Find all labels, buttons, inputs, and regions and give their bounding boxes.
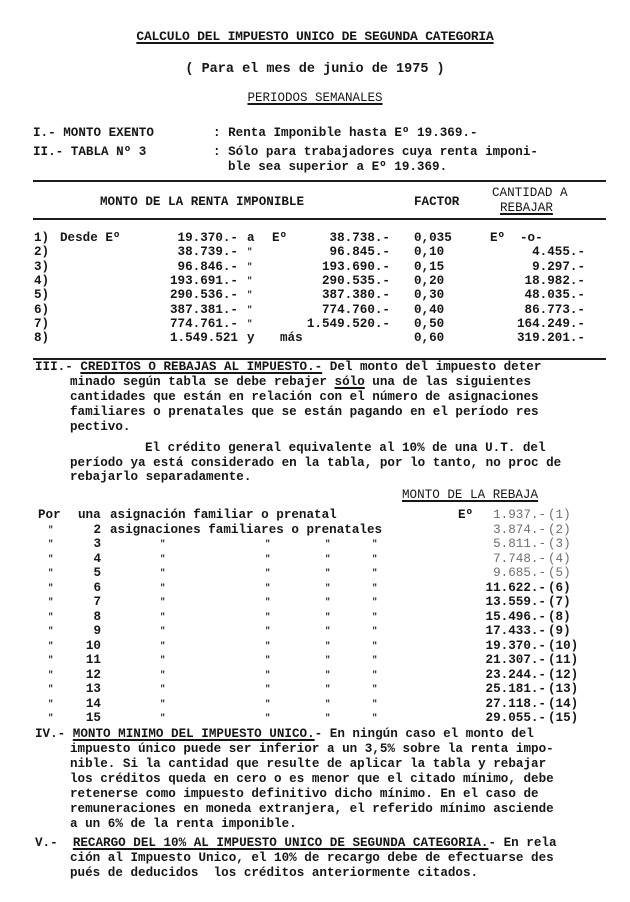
rebate-ref: (8) <box>548 609 571 624</box>
rebate-amount: 17.433.- <box>485 624 546 638</box>
document-title: CALCULO DEL IMPUESTO UNICO DE SEGUNDA CATEGORIA <box>136 29 494 44</box>
ditto-mark: " <box>265 553 271 564</box>
tax-table-row <box>0 302 630 317</box>
ditto-mark: " <box>372 684 378 694</box>
to-amount: 1.549.520.- <box>306 316 390 331</box>
rebate-row <box>0 568 630 579</box>
rebate-amount: 15.496.- <box>485 609 546 624</box>
deduct-amount: -o- <box>520 231 543 245</box>
minimum-heading: MONTO MINIMO DEL IMPUESTO UNICO. <box>72 727 315 741</box>
table-header-rule <box>33 218 606 220</box>
exempt-label: I.- MONTO EXENTO <box>33 126 154 140</box>
ditto-mark: " <box>372 582 378 593</box>
row-number: 2) <box>34 245 50 260</box>
row-number: 7) <box>34 316 50 331</box>
ditto-mark: " <box>265 684 271 694</box>
rebate-description: asignación familiar o prenatal <box>110 508 337 522</box>
ditto-mark: " <box>325 626 331 636</box>
ditto-mark: " <box>160 655 166 665</box>
rebate-count: 7 <box>93 595 101 609</box>
deduct-amount: 9.297.- <box>532 259 585 274</box>
rebate-ref: (2) <box>548 522 571 537</box>
currency-symbol: Eº <box>458 508 474 522</box>
ditto-mark: " <box>325 640 331 651</box>
from-amount: 387.381.- <box>169 302 238 317</box>
minimum-line3: nible. Si la cantidad que resulte de aplicar la tabla y rebajar <box>70 757 547 771</box>
minimum-line5: retenerse como impuesto definitivo dicho mínimo. En el caso de <box>70 787 539 801</box>
rebate-ref: (1) <box>548 508 571 522</box>
ditto-mark: " <box>48 597 54 607</box>
rebate-row <box>0 597 630 608</box>
ditto-mark: " <box>265 713 271 723</box>
to-amount: 96.845.- <box>329 245 390 260</box>
rebate-amount: 11.622.- <box>485 580 546 595</box>
ditto-mark: " <box>48 553 54 564</box>
header-deduct-line1: CANTIDAD A <box>492 186 568 200</box>
ditto-mark: " <box>372 597 378 607</box>
ditto-mark: " <box>325 655 331 665</box>
minimum-line6: remuneraciones en moneda extranjera, el referido mínimo asciende <box>70 802 554 816</box>
range-separator: " <box>247 304 253 315</box>
row-number: 1) <box>34 231 50 245</box>
tax-table-row <box>0 259 630 274</box>
range-separator: " <box>247 318 253 329</box>
from-amount: 1.549.521 <box>169 331 238 346</box>
ditto-mark: " <box>372 655 378 665</box>
tax-table-row <box>0 233 630 244</box>
tax-table-row <box>0 273 630 288</box>
rebate-amount: 21.307.- <box>485 653 546 667</box>
rebate-amount-header: MONTO DE LA REBAJA <box>402 488 539 502</box>
rebate-amount: 27.118.- <box>485 696 546 711</box>
minimum-line2: impuesto único puede ser inferior a un 3,5% sobre la renta impo- <box>70 742 554 756</box>
rebate-row <box>0 510 630 521</box>
factor: 0,20 <box>414 273 445 288</box>
credits-note-line3: rebajarlo separadamente. <box>70 470 252 484</box>
from-amount: 774.761.- <box>169 316 238 331</box>
ditto-mark: " <box>372 553 378 564</box>
ditto-mark: " <box>265 611 271 622</box>
ditto-mark: " <box>265 626 271 636</box>
rebate-count: 10 <box>85 638 101 653</box>
factor: 0,60 <box>414 331 445 346</box>
deduct-amount: 4.455.- <box>532 245 585 260</box>
rebate-amount: 1.937.- <box>493 508 546 522</box>
rebate-count: 6 <box>93 580 101 595</box>
ditto-mark: " <box>48 640 54 651</box>
exempt-text: : Renta Imponible hasta Eº 19.369.- <box>213 126 478 140</box>
ditto-mark: " <box>325 611 331 622</box>
rebate-ref: (12) <box>548 667 579 682</box>
ditto-mark: " <box>265 582 271 593</box>
ditto-mark: " <box>48 582 54 593</box>
rebate-row <box>0 522 630 537</box>
credits-heading: CREDITOS O REBAJAS AL IMPUESTO.- <box>80 360 323 374</box>
ditto-mark: " <box>372 713 378 723</box>
from-amount: 96.846.- <box>177 259 238 274</box>
tax-table-row <box>0 290 630 301</box>
ditto-mark: " <box>325 698 331 709</box>
ditto-mark: " <box>48 539 54 549</box>
ditto-mark: " <box>265 597 271 607</box>
rebate-amount: 3.874.- <box>493 522 546 537</box>
to-amount: 193.690.- <box>321 259 390 274</box>
surcharge-heading: RECARGO DEL 10% AL IMPUESTO UNICO DE SEGUNDA CATEGORIA. <box>72 836 489 850</box>
rebate-amount: 25.181.- <box>485 682 546 696</box>
ditto-mark: " <box>325 553 331 564</box>
range-separator: a <box>247 231 255 245</box>
credits-section: III.- CREDITOS O REBAJAS AL IMPUESTO.- Del monto del impuesto deter <box>35 360 542 374</box>
rebate-count: una <box>78 508 101 522</box>
rebate-row <box>0 684 630 695</box>
rebate-description: asignaciones familiares o prenatales <box>110 522 383 537</box>
rebate-count: 15 <box>85 711 101 725</box>
factor: 0,035 <box>414 231 452 245</box>
rebate-row <box>0 713 630 724</box>
credits-line3: cantidades que están en relación con el número de asignaciones <box>70 390 539 404</box>
from-label: Desde Eº <box>60 231 121 245</box>
range-separator: " <box>247 247 253 258</box>
rebate-count: 5 <box>93 566 101 580</box>
rebate-count: 13 <box>85 682 101 696</box>
ditto-mark: " <box>160 684 166 694</box>
ditto-mark: " <box>160 669 166 680</box>
surcharge-line2: ción al Impuesto Unico, el 10% de recargo debe de efectuarse des <box>70 851 554 865</box>
rebate-amount: 29.055.- <box>485 711 546 725</box>
ditto-mark: " <box>265 640 271 651</box>
factor: 0,10 <box>414 245 445 260</box>
rebate-ref: (11) <box>548 653 579 667</box>
ditto-mark: " <box>325 539 331 549</box>
ditto-mark: " <box>265 698 271 709</box>
deduct-amount: 86.773.- <box>524 302 585 317</box>
ditto-mark: " <box>325 713 331 723</box>
row-number: 8) <box>34 331 50 346</box>
rebate-ref: (5) <box>548 566 571 580</box>
ditto-mark: " <box>160 640 166 651</box>
ditto-mark: " <box>372 539 378 549</box>
rebate-ref: (13) <box>548 682 579 696</box>
ditto-mark: " <box>48 655 54 665</box>
ditto-mark: " <box>265 539 271 549</box>
to-amount: 774.760.- <box>321 302 390 317</box>
rebate-amount: 19.370.- <box>485 638 546 653</box>
row-number: 4) <box>34 273 50 288</box>
rebate-row <box>0 696 630 711</box>
rebate-row <box>0 609 630 624</box>
ditto-mark: " <box>160 582 166 593</box>
rebate-ref: (15) <box>548 711 579 725</box>
tax-table-row <box>0 316 630 331</box>
ditto-mark: " <box>325 669 331 680</box>
surcharge-line3: pués de deducidos los créditos anteriormente citados. <box>70 866 479 880</box>
deduct-amount: 164.249.- <box>516 316 585 331</box>
ditto-mark: " <box>265 669 271 680</box>
ditto-mark: " <box>372 669 378 680</box>
rebate-amount: 9.685.- <box>493 566 546 580</box>
rebate-ref: (6) <box>548 580 571 595</box>
rebate-count: 12 <box>85 667 101 682</box>
factor: 0,40 <box>414 302 445 317</box>
to-amount: más <box>280 331 303 346</box>
factor: 0,15 <box>414 259 445 274</box>
factor: 0,50 <box>414 316 445 331</box>
rebate-count: 4 <box>93 551 101 566</box>
ditto-mark: " <box>48 698 54 709</box>
rebate-count: 14 <box>85 696 101 711</box>
surcharge-section: V.- RECARGO DEL 10% AL IMPUESTO UNICO DE SEGUNDA CATEGORIA.- En rela <box>35 836 557 850</box>
document-subtitle: ( Para el mes de junio de 1975 ) <box>185 62 445 77</box>
ditto-mark: " <box>48 626 54 636</box>
ditto-mark: " <box>48 524 54 535</box>
credits-note-line2: período ya está considerado en la tabla, por lo tanto, no proc de <box>70 456 562 470</box>
ditto-mark: " <box>372 626 378 636</box>
rebate-amount: 7.748.- <box>493 551 546 566</box>
ditto-mark: " <box>325 684 331 694</box>
credits-line2: minado según tabla se debe rebajer sólo una de las siguientes <box>70 375 532 389</box>
header-factor: FACTOR <box>414 195 460 209</box>
range-separator: " <box>247 290 253 301</box>
rebate-row <box>0 667 630 682</box>
minimum-section: IV.- MONTO MINIMO DEL IMPUESTO UNICO.- En ningún caso el monto del <box>35 727 534 741</box>
factor: 0,30 <box>414 288 445 303</box>
ditto-mark: " <box>160 713 166 723</box>
deduct-prefix: Eº <box>490 231 506 245</box>
rebate-prefix: Por <box>38 508 61 522</box>
to-prefix: Eº <box>272 231 288 245</box>
rebate-count: 8 <box>93 609 101 624</box>
ditto-mark: " <box>265 655 271 665</box>
rebate-ref: (3) <box>548 537 571 551</box>
ditto-mark: " <box>48 713 54 723</box>
ditto-mark: " <box>160 626 166 636</box>
ditto-mark: " <box>372 611 378 622</box>
row-number: 6) <box>34 302 50 317</box>
table-top-rule <box>33 180 606 182</box>
rebate-ref: (9) <box>548 624 571 638</box>
rebate-row <box>0 655 630 666</box>
ditto-mark: " <box>325 597 331 607</box>
ditto-mark: " <box>160 597 166 607</box>
table-text-line1: : Sólo para trabajadores cuya renta imponi- <box>213 145 538 159</box>
rebate-ref: (14) <box>548 696 579 711</box>
ditto-mark: " <box>160 611 166 622</box>
minimum-line4: los créditos queda en cero o es menor que el citado mínimo, debe <box>70 772 554 786</box>
ditto-mark: " <box>48 684 54 694</box>
tax-table-row <box>0 247 630 258</box>
rebate-row <box>0 580 630 595</box>
ditto-mark: " <box>372 568 378 578</box>
rebate-ref: (10) <box>548 638 579 653</box>
ditto-mark: " <box>160 568 166 578</box>
ditto-mark: " <box>160 698 166 709</box>
rebate-row <box>0 539 630 550</box>
ditto-mark: " <box>372 640 378 651</box>
credits-line5: pectivo. <box>70 420 131 434</box>
rebate-row <box>0 626 630 637</box>
range-separator: " <box>247 261 253 272</box>
ditto-mark: " <box>372 698 378 709</box>
range-separator: y <box>247 331 255 346</box>
ditto-mark: " <box>265 568 271 578</box>
ditto-mark: " <box>160 553 166 564</box>
to-amount: 290.535.- <box>321 273 390 288</box>
ditto-mark: " <box>325 568 331 578</box>
tax-table-row <box>0 333 630 344</box>
from-amount: 290.536.- <box>169 288 238 303</box>
rebate-count: 2 <box>93 522 101 537</box>
from-amount: 38.739.- <box>177 245 238 260</box>
ditto-mark: " <box>48 568 54 578</box>
from-amount: 19.370.- <box>177 231 238 245</box>
rebate-amount: 13.559.- <box>485 595 546 609</box>
to-amount: 38.738.- <box>329 231 390 245</box>
rebate-count: 11 <box>85 653 101 667</box>
row-number: 3) <box>34 259 50 274</box>
header-amount: MONTO DE LA RENTA IMPONIBLE <box>100 195 305 209</box>
credits-line4: familiares o prenatales que se están pagando en el período res <box>70 405 539 419</box>
header-deduct-line2: REBAJAR <box>500 201 553 215</box>
deduct-amount: 319.201.- <box>516 331 585 346</box>
rebate-count: 3 <box>93 537 101 551</box>
deduct-amount: 48.035.- <box>524 288 585 303</box>
rebate-ref: (7) <box>548 595 571 609</box>
rebate-count: 9 <box>93 624 101 638</box>
ditto-mark: " <box>48 669 54 680</box>
period-heading: PERIODOS SEMANALES <box>247 91 383 105</box>
table-text-line2: ble sea superior a Eº 19.369. <box>228 160 448 174</box>
minimum-line7: a un 6% de la renta imponible. <box>70 817 297 831</box>
to-amount: 387.380.- <box>321 288 390 303</box>
range-separator: " <box>247 275 253 286</box>
rebate-amount: 5.811.- <box>493 537 546 551</box>
rebate-ref: (4) <box>548 551 571 566</box>
rebate-row <box>0 551 630 566</box>
from-amount: 193.691.- <box>169 273 238 288</box>
table-label: II.- TABLA Nº 3 <box>33 145 147 159</box>
row-number: 5) <box>34 288 50 303</box>
ditto-mark: " <box>325 582 331 593</box>
ditto-mark: " <box>48 611 54 622</box>
ditto-mark: " <box>160 539 166 549</box>
rebate-amount: 23.244.- <box>485 667 546 682</box>
deduct-amount: 18.982.- <box>524 273 585 288</box>
credits-note-line1: El crédito general equivalente al 10% de una U.T. del <box>145 441 546 455</box>
rebate-row <box>0 638 630 653</box>
